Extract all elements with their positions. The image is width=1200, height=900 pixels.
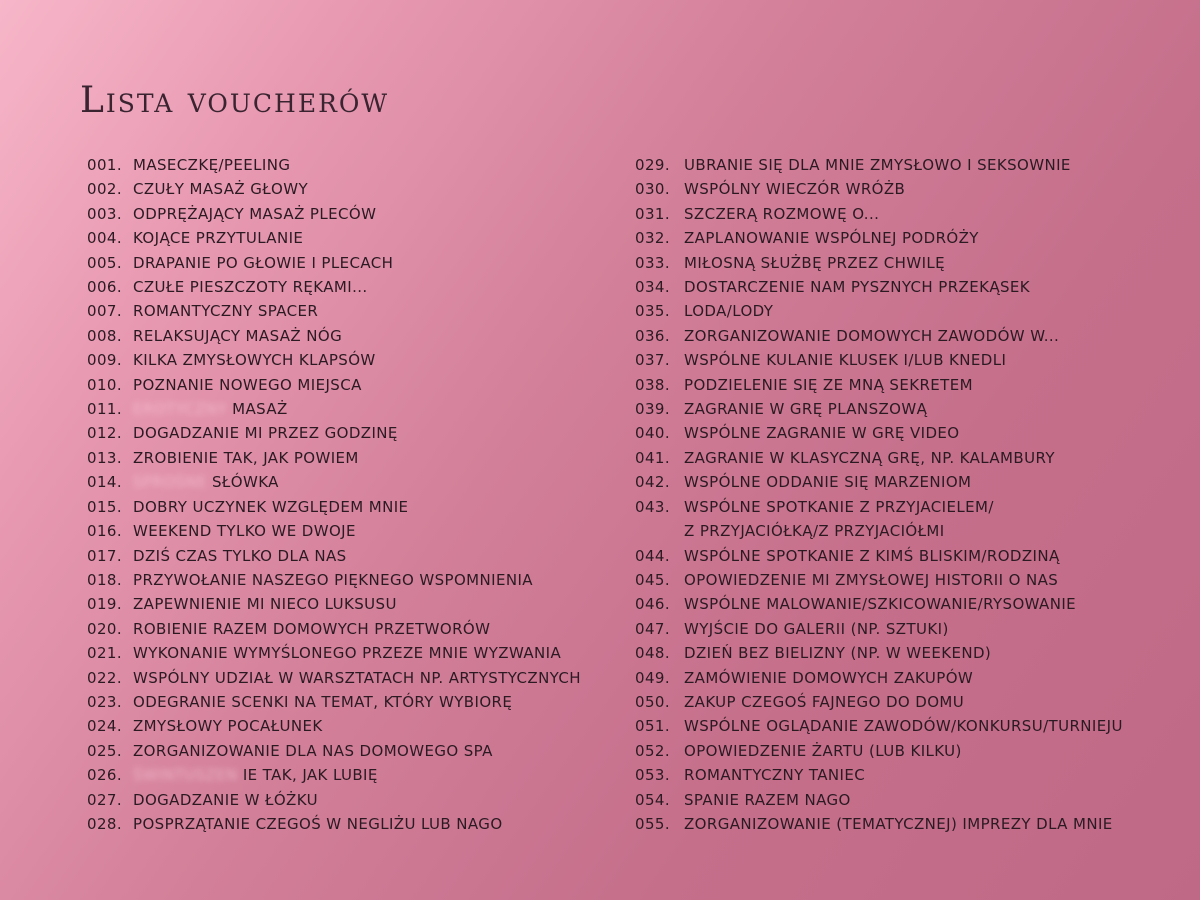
- voucher-label-text: ZAGRANIE W GRĘ PLANSZOWĄ: [684, 400, 928, 419]
- voucher-label: [133, 690, 600, 714]
- voucher-label-text: DOSTARCZENIE NAM PYSZNYCH PRZEKĄSEK: [684, 278, 1031, 297]
- voucher-label-text: SPANIE RAZEM NAGO: [684, 790, 851, 809]
- voucher-label-text: ROMANTYCZNY SPACER: [133, 302, 319, 321]
- voucher-label-text: MASAŻ: [232, 400, 288, 419]
- voucher-item: [80, 348, 600, 372]
- voucher-label: [133, 202, 600, 226]
- voucher-label: [684, 202, 1170, 226]
- voucher-label: [133, 617, 600, 641]
- voucher-number: 005.: [87, 253, 122, 272]
- voucher-label-text: ROMANTYCZNY TANIEC: [684, 766, 866, 785]
- voucher-label-text: WSPÓLNE OGLĄDANIE ZAWODÓW/KONKURSU/TURNIEJU: [684, 717, 1123, 736]
- voucher-label: [684, 641, 1170, 665]
- voucher-label-text: KILKA ZMYSŁOWYCH KLAPSÓW: [133, 351, 376, 370]
- voucher-item: [80, 202, 600, 226]
- voucher-number: 042.: [635, 473, 670, 492]
- voucher-label-text: DOGADZANIE MI PRZEZ GODZINĘ: [133, 424, 398, 443]
- voucher-item: [80, 592, 600, 616]
- voucher-label: [684, 226, 1170, 250]
- voucher-label: [684, 177, 1170, 201]
- voucher-label: [684, 470, 1170, 494]
- voucher-number: 037.: [635, 351, 670, 370]
- voucher-label: [133, 470, 600, 494]
- voucher-item: [630, 739, 1170, 763]
- voucher-list-right-column: [630, 153, 1170, 836]
- voucher-label: [133, 446, 600, 470]
- voucher-number: 046.: [635, 595, 670, 614]
- voucher-number: 045.: [635, 570, 670, 589]
- voucher-label: [133, 714, 600, 738]
- voucher-item: [630, 202, 1170, 226]
- voucher-item: [80, 397, 600, 421]
- voucher-label: [133, 177, 600, 201]
- voucher-label: [133, 641, 600, 665]
- voucher-item: [630, 788, 1170, 812]
- voucher-item: [630, 226, 1170, 250]
- voucher-number: 033.: [635, 253, 670, 272]
- voucher-number: 032.: [635, 229, 670, 248]
- voucher-item: [630, 714, 1170, 738]
- voucher-label: [684, 788, 1170, 812]
- voucher-label-text: ZAKUP CZEGOŚ FAJNEGO DO DOMU: [684, 692, 965, 711]
- voucher-number: 014.: [87, 473, 122, 492]
- voucher-item: [80, 788, 600, 812]
- voucher-label-text: ODPRĘŻAJĄCY MASAŻ PLECÓW: [133, 204, 377, 223]
- voucher-item: [80, 666, 600, 690]
- voucher-label: [684, 324, 1170, 348]
- voucher-item: [80, 617, 600, 641]
- voucher-label: [133, 519, 600, 543]
- voucher-label: [684, 299, 1170, 323]
- voucher-label: [133, 568, 600, 592]
- voucher-number: 004.: [87, 229, 122, 248]
- voucher-label: [133, 226, 600, 250]
- voucher-item: [630, 641, 1170, 665]
- voucher-label-text: WSPÓLNE ODDANIE SIĘ MARZENIOM: [684, 473, 972, 492]
- voucher-label: [684, 690, 1170, 714]
- voucher-item: [80, 153, 600, 177]
- voucher-item: [80, 763, 600, 787]
- voucher-item: [630, 373, 1170, 397]
- voucher-item: [630, 544, 1170, 568]
- voucher-item: [630, 617, 1170, 641]
- voucher-item: [80, 739, 600, 763]
- voucher-number: 051.: [635, 717, 670, 736]
- voucher-item: [630, 812, 1170, 836]
- voucher-label-text: ZAPEWNIENIE MI NIECO LUKSUSU: [133, 595, 397, 614]
- voucher-number: 047.: [635, 619, 670, 638]
- voucher-number: 034.: [635, 278, 670, 297]
- voucher-label-text: DOBRY UCZYNEK WZGLĘDEM MNIE: [133, 497, 409, 516]
- voucher-label: [133, 324, 600, 348]
- voucher-label: [133, 763, 600, 787]
- voucher-label: [684, 739, 1170, 763]
- voucher-number: 050.: [635, 692, 670, 711]
- voucher-number: 007.: [87, 302, 122, 321]
- voucher-label-text: ROBIENIE RAZEM DOMOWYCH PRZETWORÓW: [133, 619, 491, 638]
- voucher-item: [80, 446, 600, 470]
- voucher-item: [630, 690, 1170, 714]
- voucher-label-text: POSPRZĄTANIE CZEGOŚ W NEGLIŻU LUB NAGO: [133, 814, 503, 833]
- voucher-number: 011.: [87, 400, 122, 419]
- voucher-label-text: IE TAK, JAK LUBIĘ: [242, 766, 378, 785]
- voucher-item: [80, 495, 600, 519]
- voucher-label-text: LODA/LODY: [684, 302, 774, 321]
- voucher-item: [630, 299, 1170, 323]
- voucher-item: [630, 568, 1170, 592]
- voucher-item: [80, 251, 600, 275]
- voucher-item: [630, 177, 1170, 201]
- voucher-number: 035.: [635, 302, 670, 321]
- voucher-number: 026.: [87, 766, 122, 785]
- voucher-item: [80, 641, 600, 665]
- voucher-label-text: KOJĄCE PRZYTULANIE: [133, 229, 304, 248]
- voucher-label-text: RELAKSUJĄCY MASAŻ NÓG: [133, 326, 343, 345]
- voucher-label-text: CZUŁY MASAŻ GŁOWY: [133, 180, 309, 199]
- voucher-label: [133, 251, 600, 275]
- voucher-number: 027.: [87, 790, 122, 809]
- voucher-number: 002.: [87, 180, 122, 199]
- voucher-label-text: WYKONANIE WYMYŚLONEGO PRZEZE MNIE WYZWANIA: [133, 644, 562, 663]
- voucher-number: 055.: [635, 814, 670, 833]
- voucher-label-text: ZROBIENIE TAK, JAK POWIEM: [133, 448, 359, 467]
- voucher-number: 001.: [87, 156, 122, 174]
- voucher-label-text: SŁÓWKA: [212, 473, 279, 492]
- voucher-label: [684, 153, 1170, 177]
- voucher-label-text: WSPÓLNY UDZIAŁ W WARSZTATACH NP. ARTYSTYCZNYCH: [133, 668, 581, 687]
- voucher-item: [80, 470, 600, 494]
- voucher-label-text: OPOWIEDZENIE MI ZMYSŁOWEJ HISTORII O NAS: [684, 570, 1059, 589]
- voucher-label-text: WSPÓLNE KULANIE KLUSEK I/LUB KNEDLI: [684, 351, 1007, 370]
- voucher-number: 054.: [635, 790, 670, 809]
- voucher-number: 019.: [87, 595, 122, 614]
- voucher-number: 039.: [635, 400, 670, 419]
- voucher-number: 025.: [87, 741, 122, 760]
- voucher-number: 028.: [87, 814, 122, 833]
- voucher-item: [630, 324, 1170, 348]
- voucher-number: 017.: [87, 546, 122, 565]
- voucher-label: [684, 495, 1170, 544]
- voucher-number: 016.: [87, 522, 122, 541]
- voucher-item: [80, 544, 600, 568]
- censored-word: EROTYCZNY: [133, 400, 227, 419]
- voucher-label-text: PRZYWOŁANIE NASZEGO PIĘKNEGO WSPOMNIENIA: [133, 570, 533, 589]
- voucher-number: 018.: [87, 570, 122, 589]
- voucher-number: 040.: [635, 424, 670, 443]
- voucher-label: [133, 788, 600, 812]
- voucher-label: [133, 299, 600, 323]
- voucher-label-text: ODEGRANIE SCENKI NA TEMAT, KTÓRY WYBIORĘ: [133, 692, 513, 711]
- voucher-number: 009.: [87, 351, 122, 370]
- voucher-label-text: ZORGANIZOWANIE DLA NAS DOMOWEGO SPA: [133, 741, 493, 760]
- voucher-label-text: WYJŚCIE DO GALERII (NP. SZTUKI): [684, 619, 949, 638]
- voucher-number: 021.: [87, 644, 122, 663]
- voucher-label-text: POZNANIE NOWEGO MIEJSCA: [133, 375, 362, 394]
- voucher-label-text: MASECZKĘ/PEELING: [133, 156, 291, 174]
- voucher-number: 029.: [635, 156, 670, 174]
- voucher-label: [133, 544, 600, 568]
- voucher-label: [133, 275, 600, 299]
- voucher-label-text: WEEKEND TYLKO WE DWOJE: [133, 522, 356, 541]
- voucher-label-text: MIŁOSNĄ SŁUŻBĘ PRZEZ CHWILĘ: [684, 253, 946, 272]
- voucher-label-text: WSPÓLNY WIECZÓR WRÓŻB: [684, 180, 906, 199]
- voucher-label: [684, 275, 1170, 299]
- voucher-item: [630, 421, 1170, 445]
- voucher-number: 015.: [87, 497, 122, 516]
- voucher-number: 036.: [635, 326, 670, 345]
- voucher-item: [630, 275, 1170, 299]
- voucher-item: [80, 226, 600, 250]
- voucher-number: 041.: [635, 448, 670, 467]
- voucher-label-text: DOGADZANIE W ŁÓŻKU: [133, 790, 318, 809]
- censored-word: ŚWINTUSZEN: [133, 766, 238, 785]
- voucher-label: [133, 348, 600, 372]
- voucher-label: [133, 812, 600, 836]
- voucher-item: [80, 519, 600, 543]
- voucher-label-text: DRAPANIE PO GŁOWIE I PLECACH: [133, 253, 394, 272]
- voucher-item: [630, 348, 1170, 372]
- voucher-label: [684, 714, 1170, 738]
- voucher-number: 003.: [87, 204, 122, 223]
- voucher-label-text: UBRANIE SIĘ DLA MNIE ZMYSŁOWO I SEKSOWNIE: [684, 156, 1071, 174]
- voucher-number: 010.: [87, 375, 122, 394]
- voucher-number: 024.: [87, 717, 122, 736]
- voucher-label: [684, 568, 1170, 592]
- voucher-label: [684, 592, 1170, 616]
- voucher-label-text: DZIEŃ BEZ BIELIZNY (NP. W WEEKEND): [684, 644, 992, 663]
- voucher-item: [80, 421, 600, 445]
- voucher-item: [80, 714, 600, 738]
- voucher-label: [684, 251, 1170, 275]
- voucher-number: 044.: [635, 546, 670, 565]
- voucher-number: 023.: [87, 692, 122, 711]
- voucher-label: [684, 666, 1170, 690]
- voucher-item: [80, 690, 600, 714]
- voucher-item: [630, 251, 1170, 275]
- voucher-label-text: ZAGRANIE W KLASYCZNĄ GRĘ, NP. KALAMBURY: [684, 448, 1055, 467]
- voucher-label: [684, 544, 1170, 568]
- voucher-item: [80, 373, 600, 397]
- voucher-number: 008.: [87, 326, 122, 345]
- voucher-number: 052.: [635, 741, 670, 760]
- voucher-number: 022.: [87, 668, 122, 687]
- voucher-item: [630, 666, 1170, 690]
- voucher-label: [684, 617, 1170, 641]
- voucher-item: [630, 763, 1170, 787]
- voucher-item: [630, 153, 1170, 177]
- voucher-label-text: DZIŚ CZAS TYLKO DLA NAS: [133, 546, 347, 565]
- voucher-list-left-column: [80, 153, 600, 836]
- voucher-label-text: WSPÓLNE ZAGRANIE W GRĘ VIDEO: [684, 424, 960, 443]
- voucher-item: [630, 495, 1170, 544]
- voucher-label: [684, 812, 1170, 836]
- voucher-item: [80, 324, 600, 348]
- voucher-label: [133, 666, 600, 690]
- voucher-label: [133, 592, 600, 616]
- voucher-label: [684, 421, 1170, 445]
- voucher-label-text: WSPÓLNE MALOWANIE/SZKICOWANIE/RYSOWANIE: [684, 595, 1077, 614]
- voucher-number: 030.: [635, 180, 670, 199]
- voucher-label-text: ZORGANIZOWANIE DOMOWYCH ZAWODÓW W...: [684, 326, 1060, 345]
- voucher-label-text: ZAPLANOWANIE WSPÓLNEJ PODRÓŻY: [684, 229, 979, 248]
- voucher-label: [133, 421, 600, 445]
- voucher-number: 031.: [635, 204, 670, 223]
- voucher-item: [80, 568, 600, 592]
- voucher-label: [133, 397, 600, 421]
- voucher-label: [684, 373, 1170, 397]
- voucher-item: [80, 275, 600, 299]
- voucher-item: [630, 470, 1170, 494]
- voucher-label-text: ZMYSŁOWY POCAŁUNEK: [133, 717, 323, 736]
- censored-word: SPROŚNE: [133, 473, 207, 492]
- voucher-label-text: WSPÓLNE SPOTKANIE Z PRZYJACIELEM/: [684, 497, 994, 516]
- voucher-number: 048.: [635, 644, 670, 663]
- voucher-label-text: ZORGANIZOWANIE (TEMATYCZNEJ) IMPREZY DLA MNIE: [684, 814, 1113, 833]
- voucher-label-text: WSPÓLNE SPOTKANIE Z KIMŚ BLISKIM/RODZINĄ: [684, 546, 1060, 565]
- voucher-number: 038.: [635, 375, 670, 394]
- voucher-label-text: CZUŁE PIESZCZOTY RĘKAMI...: [133, 278, 368, 297]
- voucher-item: [630, 397, 1170, 421]
- voucher-label: [684, 397, 1170, 421]
- voucher-number: 020.: [87, 619, 122, 638]
- voucher-item: [80, 812, 600, 836]
- voucher-label-continuation: Z PRZYJACIÓŁKĄ/Z PRZYJACIÓŁMI: [684, 522, 945, 541]
- page-title: Lista voucherów: [80, 80, 390, 121]
- voucher-label: [684, 763, 1170, 787]
- voucher-item: [630, 592, 1170, 616]
- voucher-label: [133, 495, 600, 519]
- voucher-label-text: OPOWIEDZENIE ŻARTU (LUB KILKU): [684, 741, 962, 760]
- voucher-label: [133, 739, 600, 763]
- voucher-item: [80, 299, 600, 323]
- voucher-item: [630, 446, 1170, 470]
- voucher-label-text: PODZIELENIE SIĘ ZE MNĄ SEKRETEM: [684, 375, 973, 394]
- voucher-number: 043.: [635, 497, 670, 516]
- voucher-label: [684, 348, 1170, 372]
- voucher-number: 006.: [87, 278, 122, 297]
- voucher-number: 012.: [87, 424, 122, 443]
- voucher-item: [80, 177, 600, 201]
- voucher-label-text: SZCZERĄ ROZMOWĘ O...: [684, 204, 880, 223]
- voucher-label: [133, 373, 600, 397]
- voucher-number: 013.: [87, 448, 122, 467]
- voucher-label-text: ZAMÓWIENIE DOMOWYCH ZAKUPÓW: [684, 668, 974, 687]
- voucher-number: 053.: [635, 766, 670, 785]
- voucher-label: [133, 153, 600, 177]
- voucher-label: [684, 446, 1170, 470]
- voucher-number: 049.: [635, 668, 670, 687]
